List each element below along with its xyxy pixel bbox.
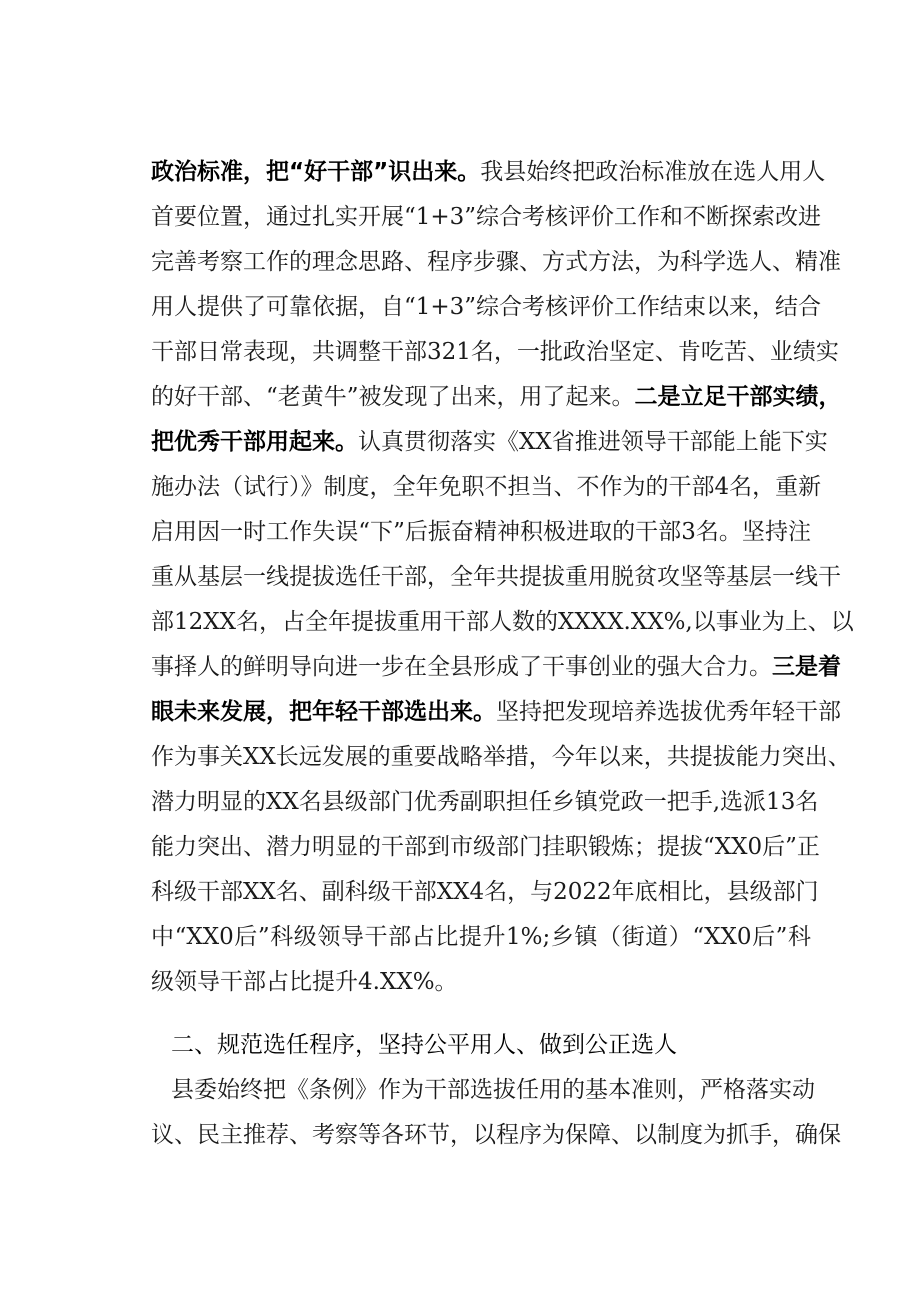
text-line: 用人提供了可靠依据，自“1+3”综合考核评价工作结束以来，结合	[151, 294, 822, 320]
text-line	[151, 377, 842, 417]
text-line-last: 级领导干部占比提升4.XX%。	[151, 969, 458, 995]
text-line	[151, 152, 826, 192]
line-text: 我县始终把政治标准放在选人用人	[480, 159, 826, 185]
text-line: 科级干部XX名、副科级干部XX4名，与2022年底相比，县级部门	[151, 879, 819, 905]
text-line: 施办法（试行）》制度，全年免职不担当、不作为的干部4名，重新	[151, 474, 822, 500]
text-line: 作为事关XX长远发展的重要战略举措，今年以来，共提拔能力突出、	[151, 744, 851, 770]
lead-in-bold: 政治标准，把“好干部”识出来。	[151, 159, 481, 185]
text-line: 能力突出、潜力明显的干部到市级部门挂职锻炼；提拔“XX0后”正	[151, 834, 820, 860]
text-line: 完善考察工作的理念思路、程序步骤、方式方法，为科学选人、精准	[151, 249, 841, 275]
text-line: 中“XX0后”科级领导干部占比提升1%;乡镇（街道）“XX0后”科	[151, 924, 811, 950]
line-text: 的好干部、“老黄牛”被发现了出来，用了起来。	[151, 384, 635, 410]
line-text: 认真贯彻落实《XX省推进领导干部能上能下实	[358, 429, 828, 455]
lead-in-bold: 二是立足干部实绩，	[634, 384, 842, 410]
line-text: 事择人的鲜明导向进一步在全县形成了干事创业的强大合力。	[151, 654, 772, 680]
section-heading: 二、规范选任程序，坚持公平用人、做到公正选人	[171, 1032, 677, 1058]
text-line: 议、民主推荐、考察等各环节，以程序为保障、以制度为抓手，确保	[151, 1122, 841, 1148]
text-line	[151, 647, 841, 687]
text-line: 启用因一时工作失误“下”后振奋精神积极进取的干部3名。坚持注	[151, 519, 811, 545]
text-line: 部12XX名，占全年提拔重用干部人数的XXXX.XX%,以事业为上、以	[151, 609, 854, 635]
lead-in-bold: 三是着	[772, 654, 841, 680]
text-line: 潜力明显的XX名县级部门优秀副职担任乡镇党政一把手,选派13名	[151, 789, 819, 815]
text-line: 重从基层一线提拔选任干部，全年共提拔重用脱贫攻坚等基层一线干	[151, 564, 841, 590]
text-line	[151, 422, 828, 462]
text-line: 干部日常表现，共调整干部321名，一批政治坚定、肯吃苦、业绩实	[151, 339, 839, 365]
lead-in-bold: 把优秀干部用起来。	[151, 429, 358, 455]
lead-in-bold: 眼未来发展，把年轻干部选出来。	[151, 699, 496, 725]
text-line: 县委始终把《条例》作为干部选拔任用的基本准则，严格落实动	[171, 1077, 815, 1103]
text-line: 首要位置，通过扎实开展“1+3”综合考核评价工作和不断探索改进	[151, 204, 822, 230]
text-line	[151, 692, 841, 732]
line-text: 坚持把发现培养选拔优秀年轻干部	[496, 699, 841, 725]
